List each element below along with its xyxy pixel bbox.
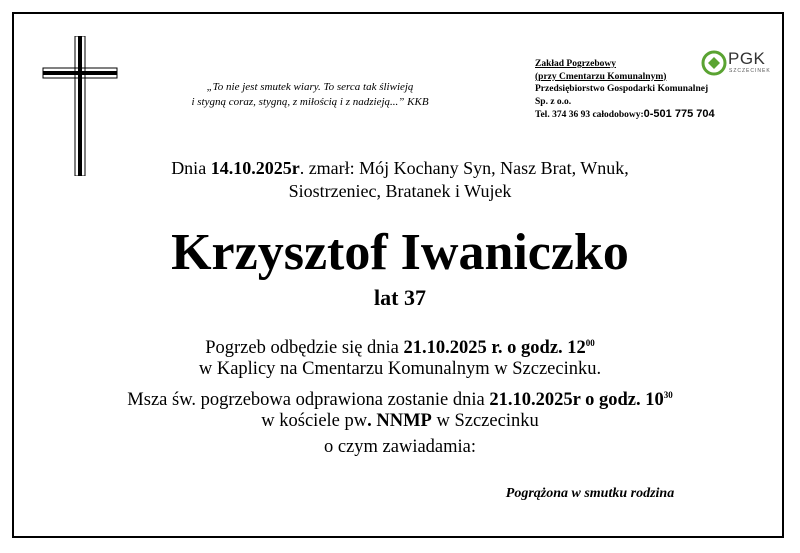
mass-prefix: Msza św. pogrzebowa odprawiona zostanie dnia xyxy=(127,390,490,410)
deceased-age: lat 37 xyxy=(374,285,426,310)
logo-subtitle: SZCZECINEK xyxy=(729,68,771,74)
church-prefix: w kościele pw xyxy=(261,411,368,431)
mass-date: 21.10.2025r o godz. 10 xyxy=(489,390,664,410)
death-line-2: Siostrzeniec, Bratanek i Wujek xyxy=(288,181,512,201)
deceased-name: Krzysztof Iwaniczko xyxy=(171,224,629,281)
funeral-l1-date: 21.10.2025 r. o godz. 12 xyxy=(403,338,586,358)
funeral-line-2: w Kaplicy na Cmentarzu Komunalnym w Szczecinku. xyxy=(198,359,602,379)
company-line-4: Sp. z o.o. xyxy=(535,96,572,107)
phone-prefix: Tel. 374 36 93 całodobowy: xyxy=(535,110,644,120)
church-line xyxy=(0,409,800,433)
phone-24h: 0-501 775 704 xyxy=(643,108,715,120)
logo-text: PGK xyxy=(728,49,766,68)
funeral-l1-minutes: 00 xyxy=(585,338,595,348)
church-suffix: w Szczecinku xyxy=(431,411,539,431)
quote-line-1: „To nie jest smutek wiary. To serca tak śliwieją xyxy=(206,81,414,93)
company-info xyxy=(535,58,775,122)
funeral-line-1 xyxy=(0,331,800,360)
mass-minutes: 30 xyxy=(663,390,673,400)
company-line-1: Zakład Pogrzebowy xyxy=(535,59,617,69)
quote-line-2: i stygną coraz, stygną, z miłością i z nadzieją...” KKB xyxy=(191,96,429,108)
notify-line: o czym zawiadamia: xyxy=(323,437,477,457)
death-prefix: Dnia xyxy=(171,158,211,178)
company-line-2: (przy Cmentarzu Komunalnym) xyxy=(535,71,667,82)
funeral-l1-prefix: Pogrzeb odbędzie się dnia xyxy=(205,338,404,358)
church-name: . NNMP xyxy=(367,411,432,431)
company-phone xyxy=(535,108,775,122)
mass-line xyxy=(0,383,800,412)
death-date: 14.10.2025r xyxy=(210,158,300,178)
death-rest: . zmarł: Mój Kochany Syn, Nasz Brat, Wnuk, xyxy=(299,158,629,178)
company-line-3: Przedsiębiorstwo Gospodarki Komunalnej xyxy=(535,84,709,94)
quote xyxy=(150,80,470,110)
death-line-1 xyxy=(0,157,800,180)
signature: Pogrążona w smutku rodzina xyxy=(505,486,675,501)
cross-icon xyxy=(40,36,120,176)
